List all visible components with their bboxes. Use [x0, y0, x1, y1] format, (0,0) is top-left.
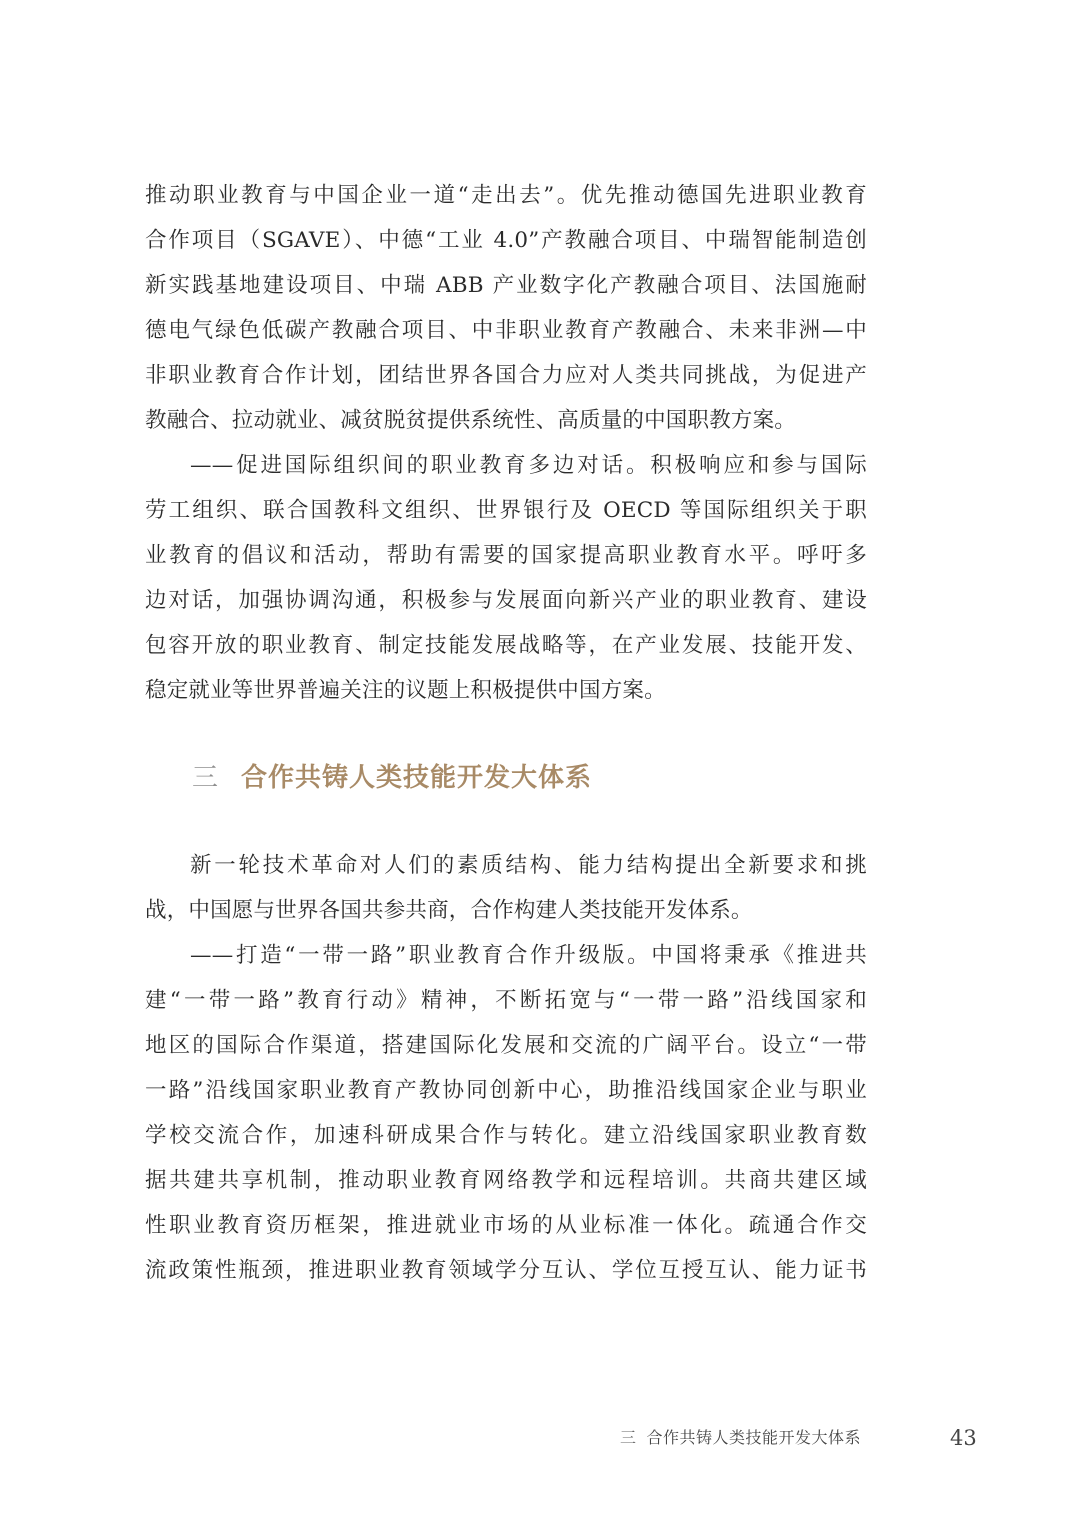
body-line: 包容开放的职业教育、制定技能发展战略等，在产业发展、技能开发、: [145, 633, 867, 658]
body-line: 学校交流合作，加速科研成果合作与转化。建立沿线国家职业教育数: [145, 1123, 867, 1148]
body-line: 边对话，加强协调沟通，积极参与发展面向新兴产业的职业教育、建设: [145, 588, 867, 613]
body-line: 据共建共享机制，推动职业教育网络教学和远程培训。共商共建区域: [145, 1168, 867, 1193]
body-line: 流政策性瓶颈，推进职业教育领域学分互认、学位互授互认、能力证书: [145, 1258, 867, 1283]
body-line: 合作项目（SGAVE）、中德“工业 4.0”产教融合项目、中瑞智能制造创: [145, 228, 867, 253]
body-line: 地区的国际合作渠道，搭建国际化发展和交流的广阔平台。设立“一带: [145, 1033, 867, 1058]
section-heading: [192, 756, 592, 800]
body-line: 建“一带一路”教育行动》精神，不断拓宽与“一带一路”沿线国家和: [145, 988, 867, 1013]
body-line: 新一轮技术革命对人们的素质结构、能力结构提出全新要求和挑: [190, 853, 867, 878]
body-line: ——促进国际组织间的职业教育多边对话。积极响应和参与国际: [190, 453, 867, 478]
body-line: 稳定就业等世界普遍关注的议题上积极提供中国方案。: [145, 678, 666, 703]
body-line: 战，中国愿与世界各国共参共商，合作构建人类技能开发体系。: [145, 898, 753, 923]
section-heading-title: 合作共铸人类技能开发大体系: [241, 763, 593, 793]
body-line: 德电气绿色低碳产教融合项目、中非职业教育产教融合、未来非洲—中: [145, 318, 867, 343]
body-line: 一路”沿线国家职业教育产教协同创新中心，助推沿线国家企业与职业: [145, 1078, 867, 1103]
footer-section-number: 三: [620, 1428, 637, 1447]
body-line: 业教育的倡议和活动，帮助有需要的国家提高职业教育水平。呼吁多: [145, 543, 867, 568]
body-line: 性职业教育资历框架，推进就业市场的从业标准一体化。疏通合作交: [145, 1213, 867, 1238]
body-line: 教融合、拉动就业、减贫脱贫提供系统性、高质量的中国职教方案。: [145, 408, 797, 433]
body-line: 劳工组织、联合国教科文组织、世界银行及 OECD 等国际组织关于职: [145, 498, 867, 523]
footer-section-title: 合作共铸人类技能开发大体系: [646, 1428, 862, 1447]
page-number: 43: [950, 1426, 977, 1450]
section-heading-number: 三: [192, 763, 220, 793]
body-line: 新实践基地建设项目、中瑞 ABB 产业数字化产教融合项目、法国施耐: [145, 273, 867, 298]
body-line: 非职业教育合作计划，团结世界各国合力应对人类共同挑战，为促进产: [145, 363, 867, 388]
running-footer: [620, 1420, 861, 1456]
body-line: 推动职业教育与中国企业一道“走出去”。优先推动德国先进职业教育: [145, 183, 867, 208]
body-line: ——打造“一带一路”职业教育合作升级版。中国将秉承《推进共: [190, 943, 867, 968]
